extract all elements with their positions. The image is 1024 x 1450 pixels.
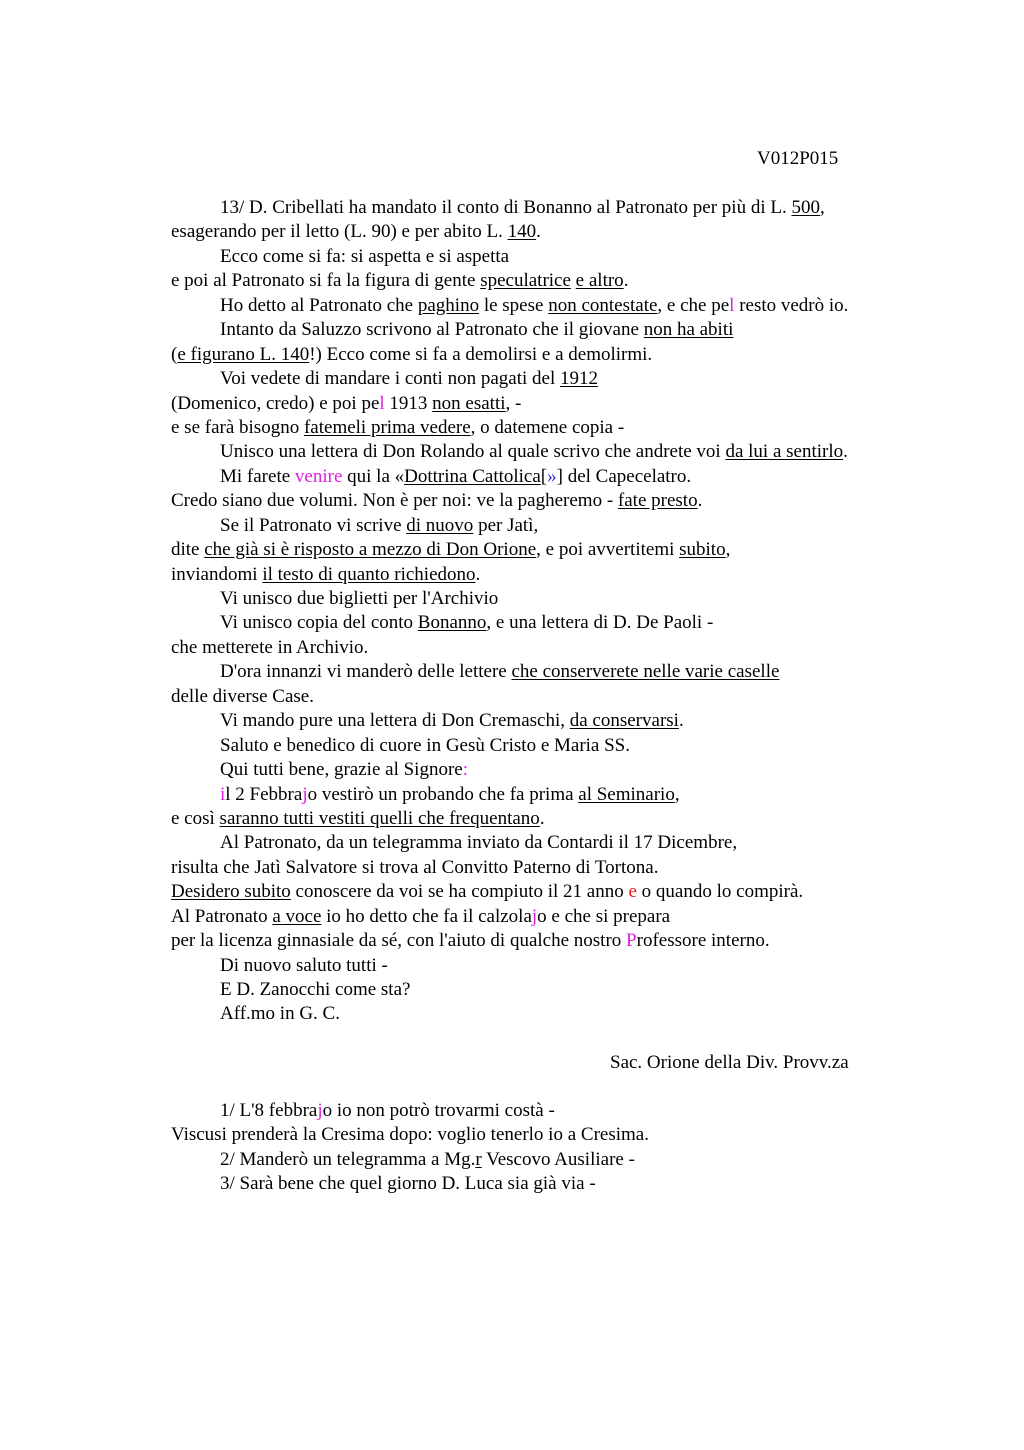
text-run: ,	[725, 539, 731, 561]
underlined-text: speculatrice	[480, 270, 571, 292]
letter-line	[171, 245, 931, 269]
text-run: Al Patronato, da un telegramma inviato da Contardi il 17 Dicembre,	[220, 832, 738, 854]
text-run: .	[697, 490, 703, 512]
colored-correction: i	[220, 783, 226, 805]
text-run: , e una lettera di D. De Paoli -	[486, 612, 714, 634]
text-run: 2/ Manderò un telegramma a Mg.	[220, 1148, 476, 1170]
document-reference-code: V012P015	[757, 148, 839, 169]
text-run: Qui tutti bene, grazie al Signore	[220, 759, 463, 781]
text-run: le spese	[479, 294, 549, 316]
underlined-text: 140	[507, 221, 537, 243]
postscript-line	[171, 1099, 931, 1123]
letter-line	[171, 563, 931, 587]
letter-line	[171, 416, 931, 440]
letter-line	[171, 294, 931, 318]
text-run: o e che si prepara	[537, 905, 671, 927]
underlined-text: Dottrina Cattolica	[404, 465, 541, 487]
postscript-notes	[171, 1099, 931, 1197]
text-run: Mi farete	[220, 465, 295, 487]
letter-line	[171, 978, 931, 1002]
underlined-text: subito	[679, 539, 726, 561]
colored-correction: e	[628, 881, 637, 903]
text-run: (	[171, 343, 178, 365]
postscript-line	[171, 1172, 931, 1196]
text-run: .	[536, 221, 541, 243]
text-run: .	[475, 563, 481, 585]
text-run: 1/ L'8 febbra	[220, 1100, 318, 1121]
colored-correction: :	[462, 759, 468, 781]
underlined-text: saranno tutti vestiti quelli che frequentano	[219, 807, 540, 829]
text-run: 3/ Sarà bene che quel giorno D. Luca sia già via -	[220, 1173, 596, 1195]
letter-line	[171, 954, 931, 978]
text-run: Se il Patronato vi scrive	[220, 514, 407, 536]
text-run: !) Ecco come si fa a demolirsi e a demolirmi.	[309, 343, 653, 365]
text-run: Unisco una lettera di Don Rolando al quale scrivo che andrete voi	[220, 441, 726, 463]
text-run: Vescovo Ausiliare -	[481, 1148, 635, 1170]
letter-line	[171, 880, 931, 904]
letter-line	[171, 587, 931, 611]
letter-line	[171, 343, 931, 367]
underlined-text: a voce	[272, 905, 322, 927]
letter-line	[171, 489, 931, 513]
underlined-text: il testo di quanto richiedono	[262, 563, 476, 585]
underlined-text: Bonanno	[417, 612, 487, 634]
text-run: qui la «	[342, 465, 405, 487]
underlined-text: e figurano L. 140	[177, 343, 310, 365]
text-run: delle diverse Case.	[171, 685, 314, 707]
underlined-text: fatemeli prima vedere	[303, 416, 471, 438]
letter-line	[171, 905, 931, 929]
underlined-text: al Seminario	[578, 783, 675, 805]
letter-line	[171, 367, 931, 391]
underlined-text: r	[475, 1148, 482, 1170]
letter-body	[171, 196, 931, 1027]
text-run: E D. Zanocchi come sta?	[220, 979, 411, 1000]
letter-line	[171, 440, 931, 464]
colored-correction: l	[379, 392, 385, 414]
underlined-text: da lui a sentirlo	[725, 441, 844, 463]
underlined-text: da conservarsi	[569, 710, 679, 732]
text-run: Saluto e benedico di cuore in Gesù Cristo e Maria SS.	[220, 734, 631, 756]
underlined-text: non contestate	[548, 294, 658, 316]
text-run: l 2 Febbra	[225, 783, 303, 805]
letter-line	[171, 856, 931, 880]
underlined-text: non esatti	[432, 392, 506, 414]
letter-line	[171, 269, 931, 293]
text-run: resto vedrò io.	[734, 294, 849, 316]
text-run: Vi unisco due biglietti per l'Archivio	[220, 588, 499, 609]
underlined-text: fate presto	[617, 490, 698, 512]
letter-line	[171, 709, 931, 733]
text-run: o vestirò un probando che fa prima	[307, 783, 579, 805]
colored-correction: j	[317, 1100, 323, 1121]
text-run: e così	[171, 807, 220, 829]
text-run: che metterete in Archivio.	[171, 636, 369, 658]
colored-correction: P	[626, 930, 637, 952]
text-run: , o datemene copia -	[470, 416, 625, 438]
text-run: rofessore interno.	[636, 930, 770, 952]
letter-line	[171, 538, 931, 562]
text-run: Intanto da Saluzzo scrivono al Patronato che il giovane	[220, 319, 644, 341]
colored-correction: j	[302, 783, 308, 805]
postscript-line	[171, 1123, 931, 1147]
text-run: (Domenico, credo) e poi pe	[171, 392, 380, 414]
text-run: io ho detto che fa il calzola	[321, 905, 532, 927]
letter-line	[171, 465, 931, 489]
underlined-text: non ha abiti	[643, 319, 734, 341]
text-run: D'ora innanzi vi manderò delle lettere	[220, 661, 512, 683]
letter-line	[171, 611, 931, 635]
text-run: ,	[674, 783, 680, 805]
text-run: Ecco come si fa: si aspetta e si aspetta	[220, 245, 510, 267]
letter-line	[171, 636, 931, 660]
letter-line	[171, 807, 931, 831]
text-run: Aff.mo in G. C.	[220, 1003, 340, 1025]
text-run: , e che pe	[657, 294, 730, 316]
text-run: per la licenza ginnasiale da sé, con l'aiuto di qualche nostro	[171, 930, 627, 952]
letter-line	[171, 783, 931, 807]
text-run: ,	[819, 197, 825, 218]
text-run: e se farà bisogno	[171, 416, 304, 438]
underlined-text: che già si è risposto a mezzo di Don Orione	[204, 539, 537, 561]
signature-line: Sac. Orione della Div. Provv.za	[610, 1052, 849, 1073]
text-run: Voi vedete di mandare i conti non pagati del	[220, 368, 560, 390]
text-run: e poi al Patronato si fa la figura di gente	[171, 270, 481, 292]
text-run: inviandomi	[171, 563, 263, 585]
text-run: per Jatì,	[473, 514, 539, 536]
text-run: Vi unisco copia del conto	[220, 612, 418, 634]
text-run: .	[843, 441, 848, 463]
text-run: Di nuovo saluto tutti -	[220, 954, 388, 976]
text-run: Vi mando pure una lettera di Don Cremaschi,	[220, 710, 570, 732]
text-run: Ho detto al Patronato che	[220, 294, 418, 316]
colored-correction: j	[531, 905, 538, 927]
underlined-text: Desidero subito	[171, 881, 291, 903]
text-run: Credo siano due volumi. Non è per noi: ve la pagheremo -	[171, 490, 618, 512]
letter-line	[171, 685, 931, 709]
underlined-text: paghino	[417, 294, 480, 316]
colored-correction: l	[729, 294, 735, 316]
text-run: ] del Capecelatro.	[556, 465, 692, 487]
letter-line	[171, 734, 931, 758]
text-run: , e poi avvertitemi	[536, 539, 680, 561]
text-run: dite	[171, 539, 205, 561]
text-run: [	[540, 465, 548, 487]
letter-line	[171, 1002, 931, 1026]
colored-correction: venire	[294, 465, 343, 487]
text-run: Al Patronato	[171, 905, 273, 927]
letter-line	[171, 514, 931, 538]
letter-line	[171, 392, 931, 416]
underlined-text: che conserverete nelle varie caselle	[511, 661, 780, 683]
text-run: 13/ D. Cribellati ha mandato il conto di Bonanno al Patronato per più di L.	[220, 197, 792, 218]
text-run: risulta che Jatì Salvatore si trova al Convitto Paterno di Tortona.	[171, 856, 659, 878]
text-run: .	[539, 807, 545, 829]
postscript-line	[171, 1148, 931, 1172]
underlined-text: 500	[791, 197, 820, 218]
letter-line	[171, 318, 931, 342]
text-run: conoscere da voi se ha compiuto il 21 anno	[290, 881, 629, 903]
text-run: 1913	[384, 392, 433, 414]
letter-line	[171, 929, 931, 953]
text-run: .	[678, 710, 684, 732]
text-run: Viscusi prenderà la Cresima dopo: voglio tenerlo io a Cresima.	[171, 1124, 649, 1146]
letter-line	[171, 660, 931, 684]
letter-line	[171, 831, 931, 855]
letter-line	[171, 196, 931, 220]
underlined-text: 1912	[559, 368, 598, 390]
text-run: esagerando per il letto (L. 90) e per abito L.	[171, 221, 508, 243]
text-run: , -	[505, 392, 522, 414]
underlined-text: e altro	[575, 270, 624, 292]
underlined-text: di nuovo	[406, 514, 474, 536]
letter-line	[171, 758, 931, 782]
text-run: .	[623, 270, 629, 292]
letter-line	[171, 220, 931, 244]
colored-correction: »	[547, 465, 557, 487]
text-run: o io non potrò trovarmi costà -	[322, 1100, 555, 1121]
text-run: o quando lo compirà.	[636, 881, 804, 903]
